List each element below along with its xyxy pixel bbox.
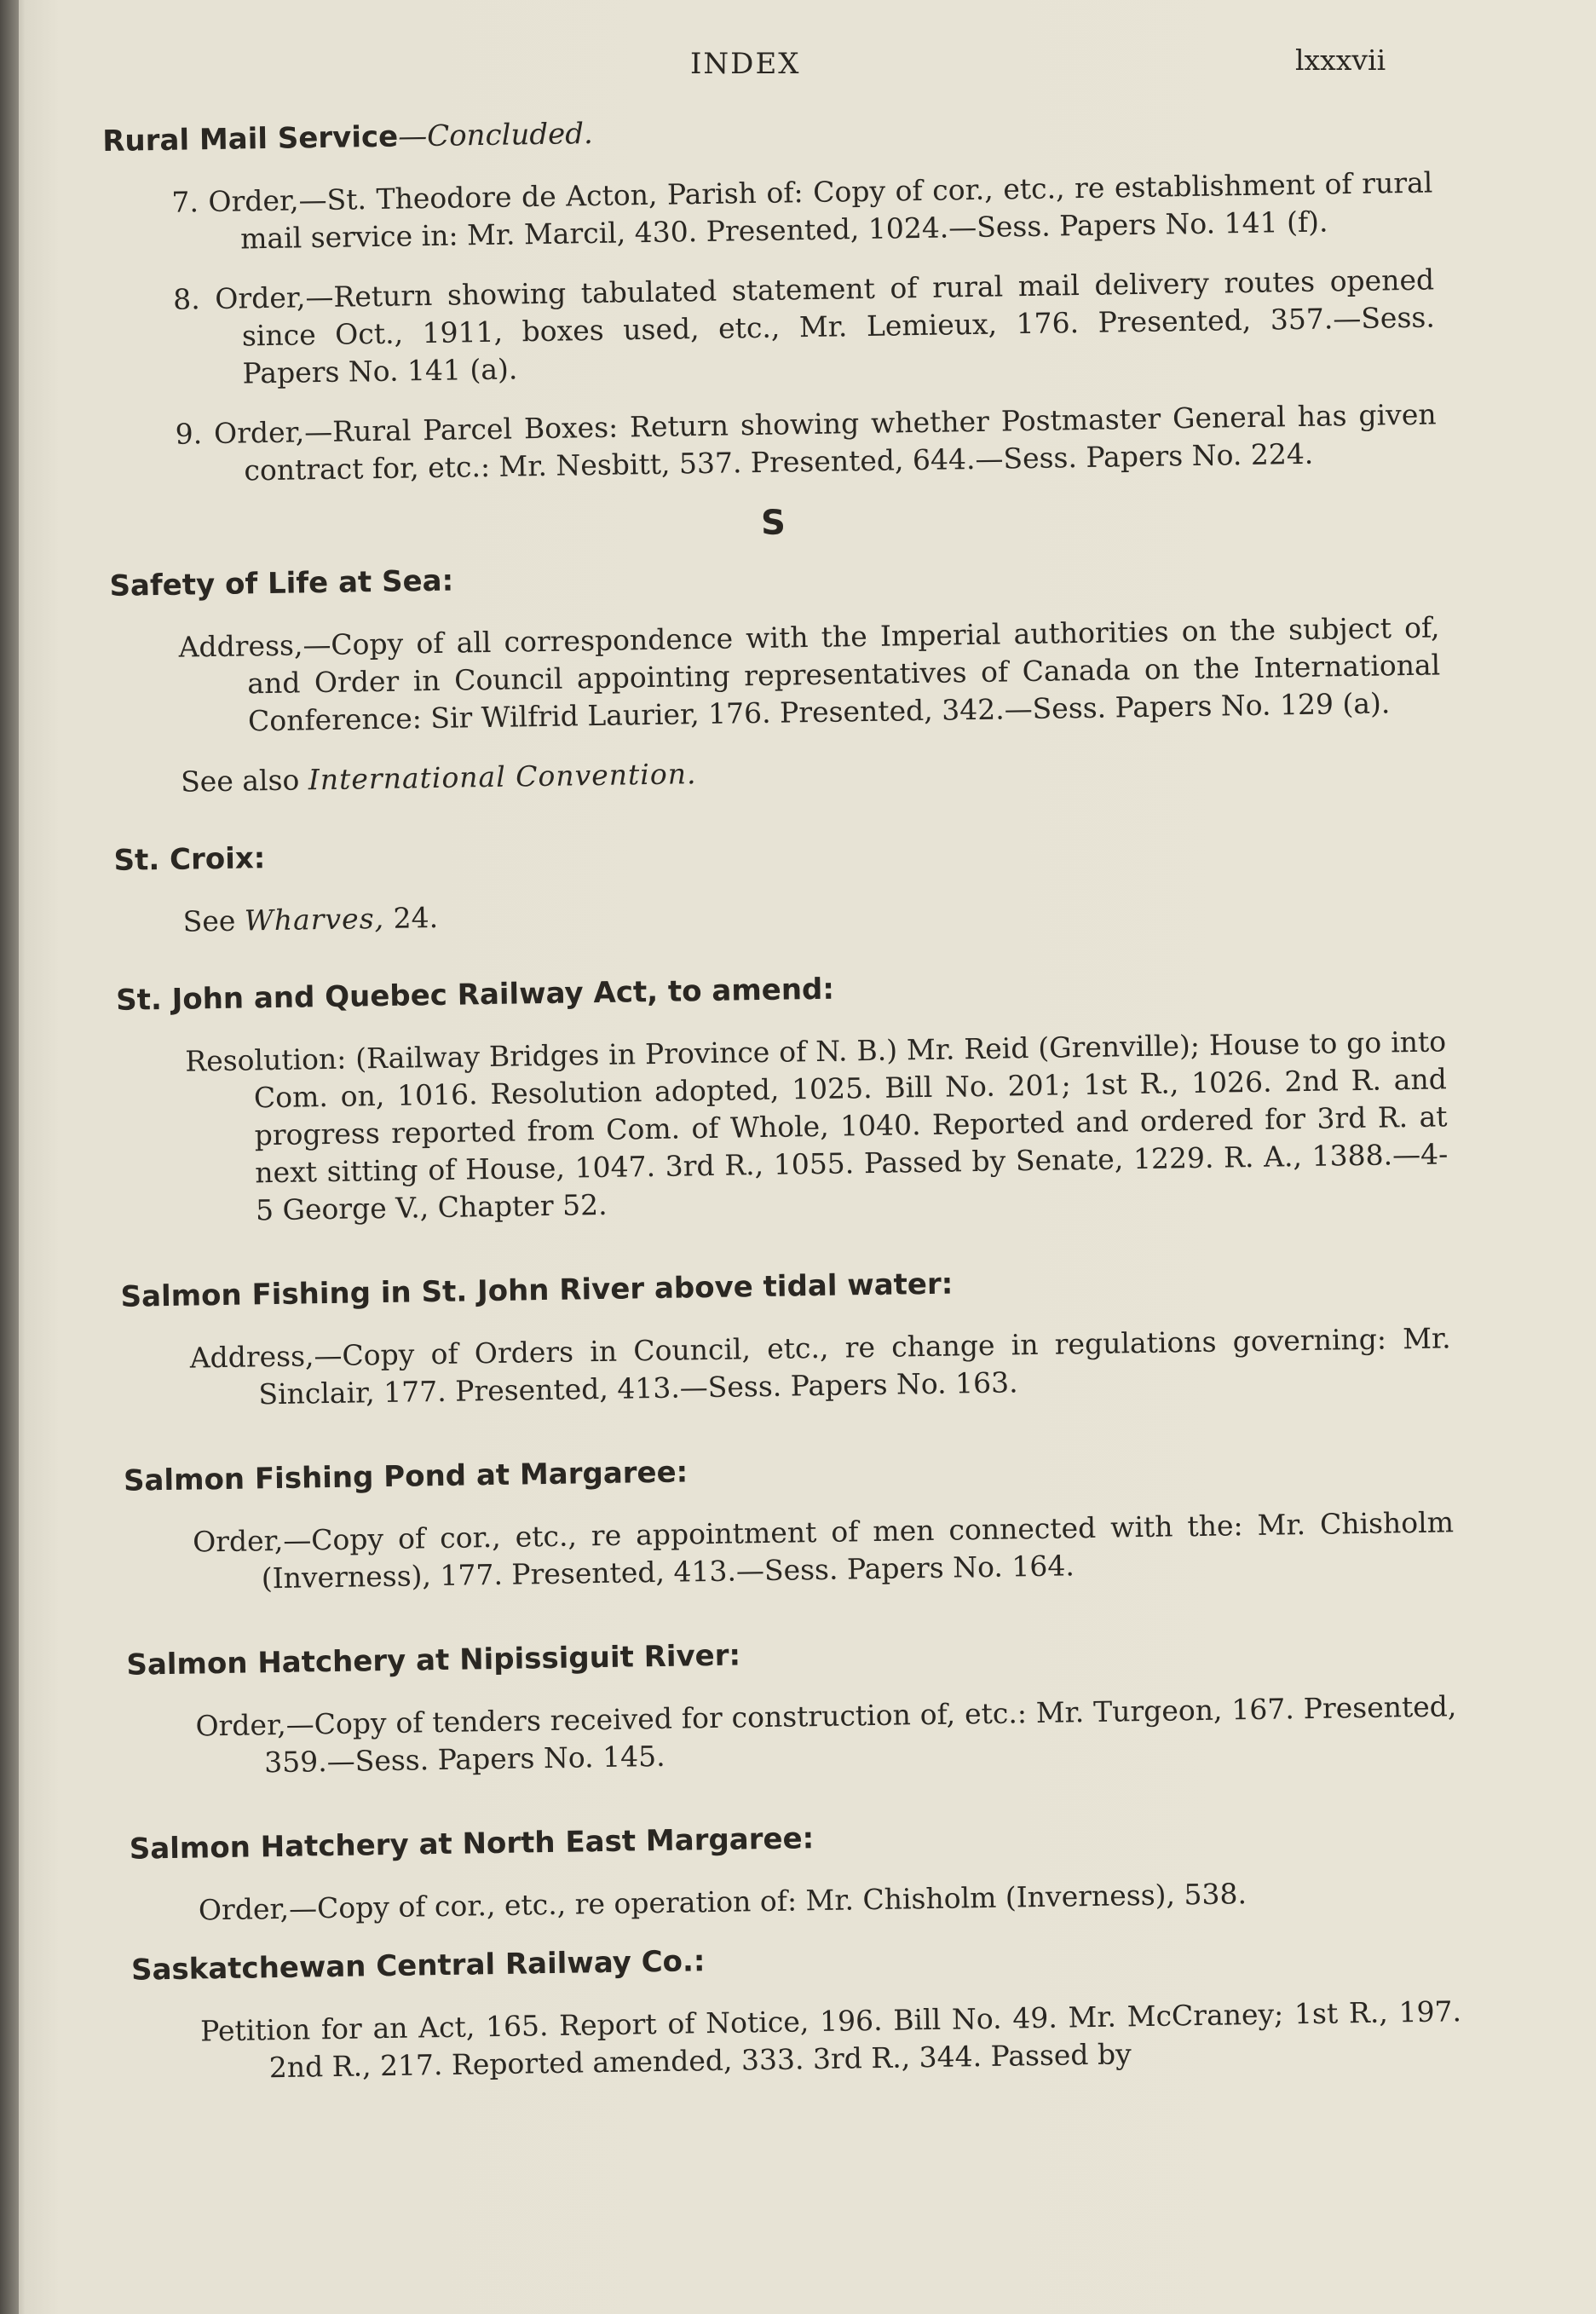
see-target: International Convention.: [308, 757, 697, 797]
section-letter: S: [760, 503, 786, 543]
index-entry: Order,—Copy of cor., etc., re operation of: Mr. Chisholm (Inverness), 538.: [198, 1877, 1247, 1927]
see-also-reference: [181, 743, 1443, 800]
heading-continued-note: —Concluded.: [397, 116, 594, 154]
index-heading: Salmon Hatchery at Nipissiguit River:: [126, 1638, 741, 1682]
see-prefix: See also: [180, 763, 300, 799]
index-heading: Safety of Life at Sea:: [109, 563, 454, 603]
index-entry: Petition for an Act, 165. Report of Notice, 196. Bill No. 49. Mr. McCraney; 1st R., 197. 2nd R., 217. Reported amended, 333. 3rd R., 344. Passed by: [199, 1994, 1462, 2085]
page-number: lxxxvii: [1295, 43, 1386, 77]
see-target: Wharves,: [244, 901, 385, 938]
index-entry: 8. Order,—Return showing tabulated statement of rural mail delivery routes opened since Oct., 1911, boxes used, etc., Mr. Lemieux, 176. Presented, 357.—Sess. Papers No. 141 (a).: [172, 263, 1436, 390]
see-prefix: See: [182, 903, 236, 938]
see-number: 24.: [393, 900, 439, 935]
index-heading: Salmon Fishing Pond at Margaree:: [123, 1455, 689, 1498]
index-heading: Saskatchewan Central Railway Co.:: [130, 1944, 706, 1988]
index-entry: 7. Order,—St. Theodore de Acton, Parish of: Copy of cor., etc., re establishment of rural mail service in: Mr. Marcil, 430. Presented, 1024.—Sess. Papers No. 141 (f).: [171, 165, 1433, 256]
page-title: INDEX: [690, 47, 801, 81]
index-content: [102, 102, 1462, 2110]
index-heading: St. John and Quebec Railway Act, to amend:: [115, 972, 835, 1018]
index-entry: Address,—Copy of all correspondence with the Imperial authorities on the subject of, and Order in Council appointing representatives of Canada on the International Conference: Sir Wilfrid Laurier, 176. Presented, 342.—Sess. Papers No. 129 (a).: [178, 610, 1441, 738]
index-heading: Salmon Fishing in St. John River above tidal water:: [120, 1267, 954, 1314]
index-heading: Salmon Hatchery at North East Margaree:: [129, 1821, 815, 1867]
book-spine-shadow: [0, 0, 19, 2314]
index-entry: 9. Order,—Rural Parcel Boxes: Return showing whether Postmaster General has given contract for, etc.: Mr. Nesbitt, 537. Presented, 644.—Sess. Papers No. 224.: [175, 397, 1437, 488]
see-reference: [182, 883, 1444, 940]
index-entry: Resolution: (Railway Bridges in Province of N. B.) Mr. Reid (Grenville); House to go into Com. on, 1016. Resolution adopted, 1025. Bill No. 201; 1st R., 1026. 2nd R. and progress reported from Com. of Whole, 1040. Reported and ordered for 3rd R. at next sitting of House, 1047. 3rd R., 1055. Passed by Senate, 1229. R. A., 1388.—4-5 George V., Chapter 52.: [184, 1024, 1449, 1227]
index-entry: Address,—Copy of Orders in Council, etc., re change in regulations governing: Mr. Sinclair, 177. Presented, 413.—Sess. Papers No. 163.: [189, 1321, 1451, 1411]
index-heading: St. Croix:: [113, 841, 266, 878]
index-entry: Order,—Copy of cor., etc., re appointment of men connected with the: Mr. Chisholm (Inverness), 177. Presented, 413.—Sess. Papers No. 164.: [192, 1505, 1455, 1596]
index-heading: [102, 102, 1432, 159]
index-entry: Order,—Copy of tenders received for construction of, etc.: Mr. Turgeon, 167. Presented, 359.—Sess. Papers No. 145.: [195, 1689, 1457, 1780]
heading-text: Rural Mail Service: [102, 119, 399, 159]
running-head: [0, 43, 1596, 89]
